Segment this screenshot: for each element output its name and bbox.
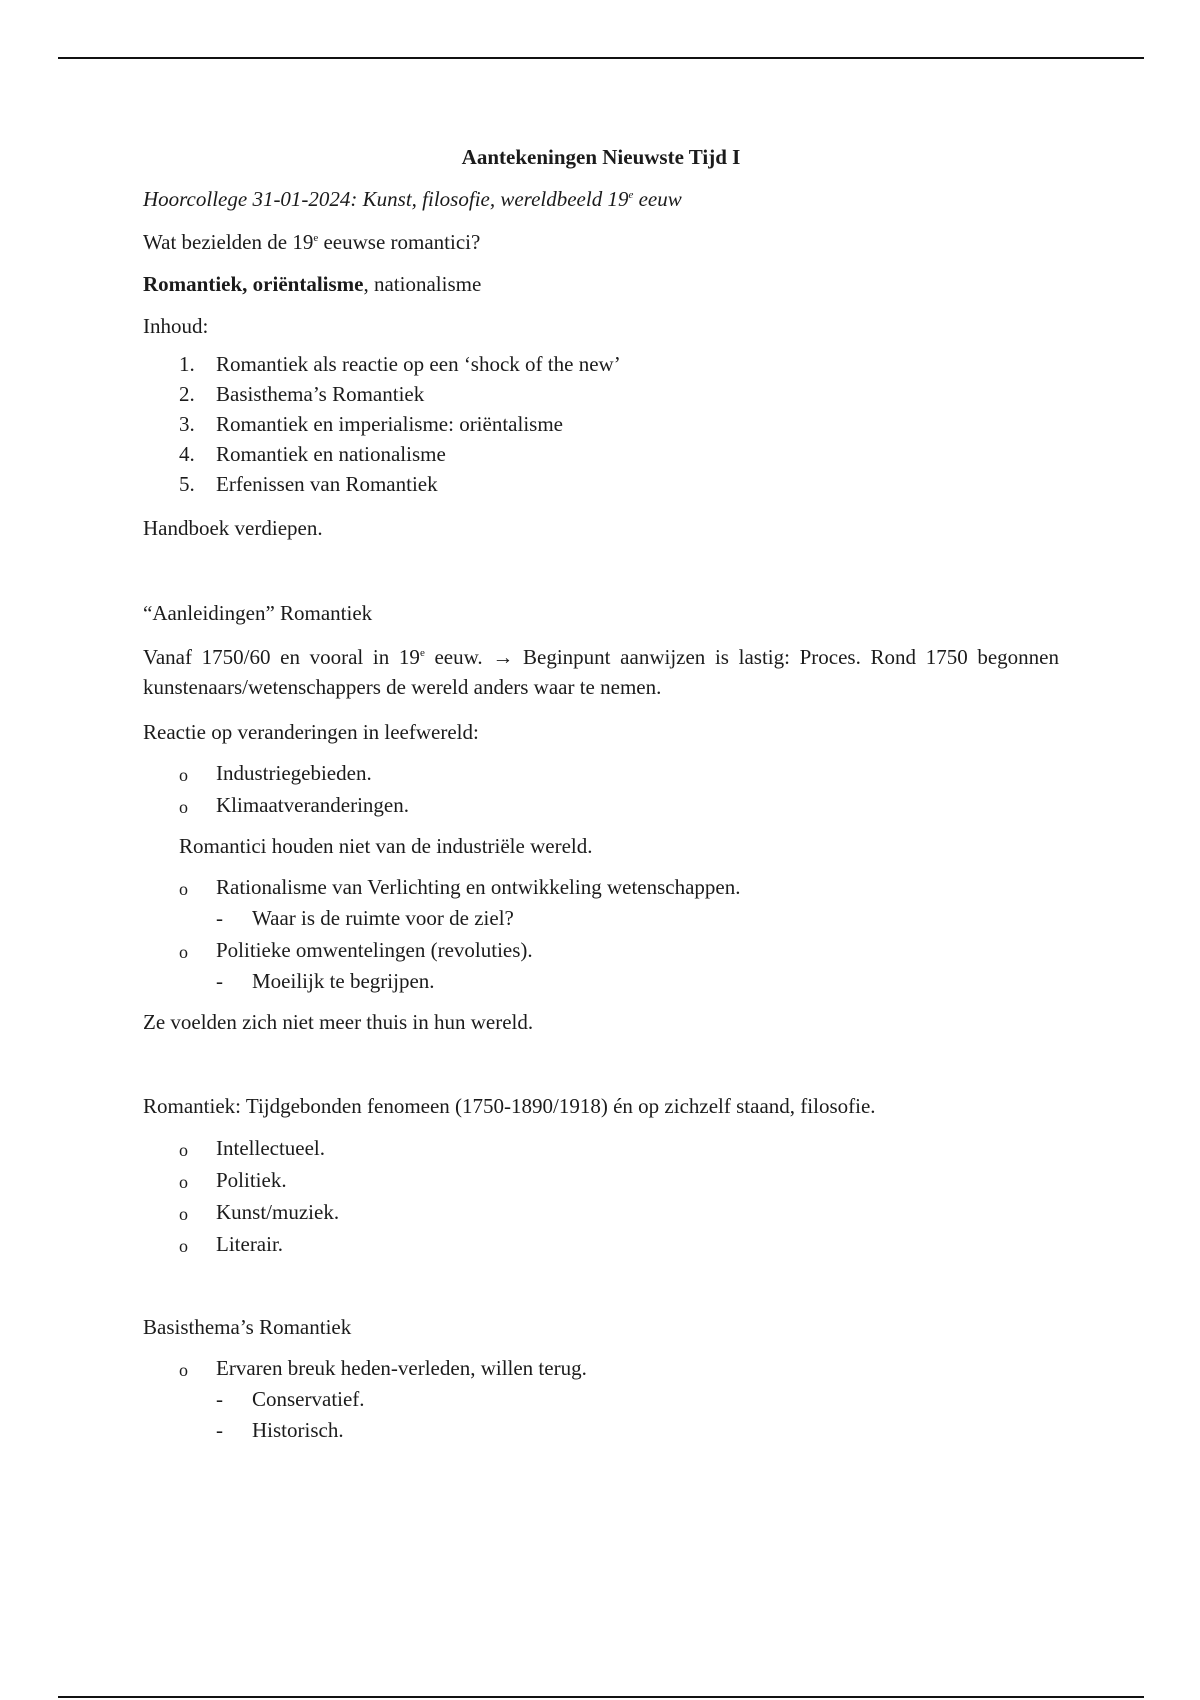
list-item: o Ervaren breuk heden-verleden, willen terug. - Conservatief. - Historisch.: [143, 1352, 1059, 1446]
bullet-list: [143, 1132, 1059, 1260]
keywords-line: Romantiek, oriëntalisme, nationalisme: [143, 271, 482, 296]
bullet-list: [143, 871, 1059, 997]
bullet-list: [143, 757, 1059, 821]
list-item: o Politieke omwentelingen (revoluties). - Moeilijk te begrijpen.: [143, 934, 1059, 997]
list-item: - Conservatief.: [143, 1384, 1059, 1415]
list-item: 4. Romantiek en nationalisme: [179, 442, 446, 467]
handboek-line: Handboek verdiepen.: [143, 516, 323, 541]
dash-list: [216, 966, 1059, 997]
circle-bullet-icon: o: [179, 796, 188, 817]
dash-list: [216, 1384, 1059, 1446]
top-rule: [58, 57, 1144, 59]
circle-bullet-icon: o: [179, 1203, 188, 1224]
list-item: 5. Erfenissen van Romantiek: [179, 472, 438, 497]
circle-bullet-icon: o: [179, 1171, 188, 1192]
fenomeen-line: Romantiek: Tijdgebonden fenomeen (1750-1890/1918) én op zichzelf staand, filosofie.: [143, 1094, 876, 1119]
contents-list: [143, 349, 1059, 499]
list-item: - Moeilijk te begrijpen.: [143, 966, 1059, 997]
list-item: o Klimaatveranderingen.: [143, 789, 1059, 821]
list-item: o Politiek.: [143, 1164, 1059, 1196]
document-page: [143, 144, 1059, 1458]
bullet-list: [143, 1352, 1059, 1446]
circle-bullet-icon: o: [179, 1235, 188, 1256]
list-item: 2. Basisthema’s Romantiek: [179, 382, 425, 407]
circle-bullet-icon: o: [179, 764, 188, 785]
dash-bullet-icon: -: [216, 906, 223, 931]
list-item: - Waar is de ruimte voor de ziel?: [143, 903, 1059, 934]
list-item: 3. Romantiek en imperialisme: oriëntalisme: [179, 412, 563, 437]
dash-list: [216, 903, 1059, 934]
dash-bullet-icon: -: [216, 969, 223, 994]
circle-bullet-icon: o: [179, 879, 188, 900]
list-item: - Historisch.: [143, 1415, 1059, 1446]
romantici-note: Romantici houden niet van de industriële wereld.: [179, 833, 593, 858]
bottom-rule: [58, 1696, 1144, 1698]
document-title: Aantekeningen Nieuwste Tijd I: [461, 145, 741, 169]
aanleidingen-heading: “Aanleidingen” Romantiek: [143, 600, 373, 625]
list-item: o Kunst/muziek.: [143, 1196, 1059, 1228]
conclusion-line: Ze voelden zich niet meer thuis in hun wereld.: [143, 1010, 534, 1035]
list-item: o Rationalisme van Verlichting en ontwikkeling wetenschappen. - Waar is de ruimte voor de ziel?: [143, 871, 1059, 934]
circle-bullet-icon: o: [179, 1359, 188, 1380]
basisthemas-heading: Basisthema’s Romantiek: [143, 1314, 352, 1339]
list-item: o Literair.: [143, 1228, 1059, 1260]
list-item: 1. Romantiek als reactie op een ‘shock of the new’: [179, 352, 621, 377]
dash-bullet-icon: -: [216, 1386, 223, 1411]
list-item: o Industriegebieden.: [143, 757, 1059, 789]
circle-bullet-icon: o: [179, 1139, 188, 1160]
inhoud-label: Inhoud:: [143, 314, 209, 338]
dash-bullet-icon: -: [216, 1417, 223, 1442]
list-item: o Intellectueel.: [143, 1132, 1059, 1164]
circle-bullet-icon: o: [179, 942, 188, 963]
aanleidingen-paragraph: Vanaf 1750/60 en vooral in 19e eeuw. → Beginpunt aanwijzen is lastig: Proces. Rond 1750 begonnen kunstenaars/wetenschappers de wereld anders waar te nemen.: [143, 644, 1059, 700]
reactie-line: Reactie op veranderingen in leefwereld:: [143, 719, 479, 744]
lecture-subtitle: Hoorcollege 31-01-2024: Kunst, filosofie, wereldbeeld 19e eeuw: [143, 187, 682, 212]
question-line: Wat bezielden de 19e eeuwse romantici?: [143, 229, 481, 254]
